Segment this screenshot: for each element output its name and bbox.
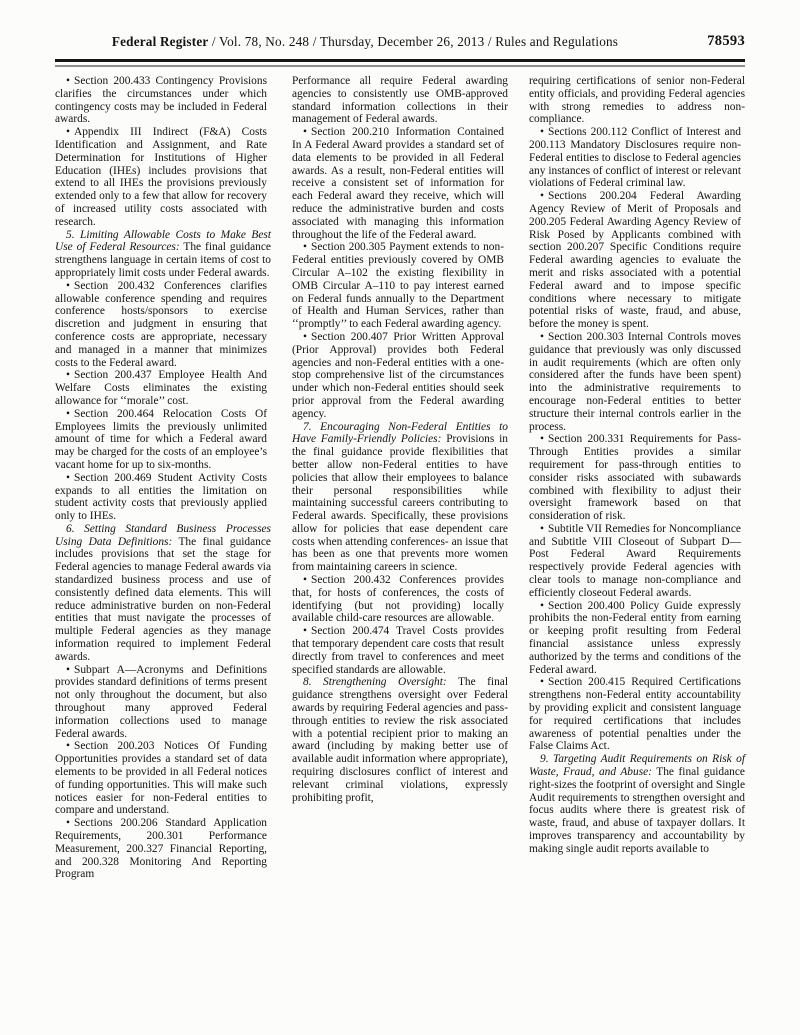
- paragraph: • Section 200.464 Relocation Costs Of Employees limits the previously unlimited amount of time for which a Federal award may be charged for the costs of an employee’s vacant home for up to six-months.: [55, 407, 267, 471]
- page-number: 78593: [707, 33, 745, 49]
- paragraph: requiring certifications of senior non-Federal entity officials, and providing Federal agencies with strong remedies to address non-compliance.: [529, 75, 745, 126]
- bullet-marker: •: [66, 279, 70, 292]
- bullet-marker: •: [540, 676, 544, 689]
- paragraph: • Section 200.305 Payment extends to non-Federal entities previously covered by OMB Circular A–102 the existing flexibility in OMB Circular A–110 to pay interest earned on Federal funds annually to the Department of Health and Human Services, rather than ‘‘promptly’’ to each Federal awarding agency.: [292, 241, 504, 331]
- italic-section-heading: 9. Targeting Audit Requirements on Risk of Waste, Fraud, and Abuse:: [529, 753, 745, 779]
- bullet-marker: •: [540, 190, 544, 203]
- paragraph: • Section 200.437 Employee Health And Welfare Costs eliminates the existing allowance for ‘‘morale’’ cost.: [55, 369, 267, 407]
- text-column-1: [55, 75, 271, 881]
- paragraph: • Section 200.210 Information Contained In A Federal Award provides a standard set of data elements to be provided in all Federal awards. As a result, non-Federal entities will receive a consistent set of information for each Federal award they receive, which will reduce the administrative burden and costs associated with managing this information throughout the life of the Federal award.: [292, 126, 504, 241]
- bullet-marker: •: [303, 126, 307, 139]
- journal-title: Federal Register: [111, 34, 209, 49]
- bullet-marker: •: [66, 407, 70, 420]
- paragraph: 8. Strengthening Oversight: The final guidance strengthens oversight over Federal awards by requiring Federal agencies and pass-through entities to review the risk associated with a potential recipient prior to making an award (including by making better use of available audit information where appropriate), requiring disclosures conflict of interest and relevant criminal violations, expressly prohibiting profit,: [292, 676, 509, 804]
- paragraph: • Section 200.331 Requirements for Pass-Through Entities provides a similar requirement for pass-through entities to consider risks associated with subawards combined with flexibility to adjust their oversight framework based on that consideration of risk.: [529, 433, 741, 523]
- bullet-marker: •: [303, 574, 307, 587]
- paragraph: • Section 200.433 Contingency Provisions clarifies the circumstances under which contingency costs may be included in Federal awards.: [55, 75, 267, 126]
- bullet-marker: •: [540, 126, 544, 139]
- bullet-marker: •: [303, 330, 307, 343]
- paragraph: • Subtitle VII Remedies for Noncompliance and Subtitle VIII Closeout of Subpart D—Post Federal Award Requirements respectively provide Federal agencies with clear tools to manage non-compliance and efficiently closeout Federal awards.: [529, 522, 741, 599]
- bullet-marker: •: [66, 126, 70, 139]
- bullet-marker: •: [66, 740, 70, 753]
- paragraph: 6. Setting Standard Business Processes Using Data Definitions: The final guidance includes provisions that set the stage for Federal agencies to manage Federal awards via standardized business process and use of consistently defined data elements. This will reduce administrative burden on non-Federal entities that must navigate the processes of multiple Federal agencies as they manage information required to implement Federal awards.: [55, 522, 271, 663]
- paragraph: • Section 200.203 Notices Of Funding Opportunities provides a standard set of data elements to be provided in all Federal notices of funding opportunities. This will make such notices easier for non-Federal entities to compare and understand.: [55, 740, 267, 817]
- paragraph: • Section 200.469 Student Activity Costs expands to all entities the limitation on student activity costs that previously applied only to IHEs.: [55, 471, 267, 523]
- header-center: [55, 34, 675, 50]
- paragraph: Performance all require Federal awarding agencies to consistently use OMB-approved standard information collections in their management of Federal awards.: [292, 75, 508, 126]
- bullet-marker: •: [540, 330, 544, 343]
- issue-info: / Vol. 78, No. 248 / Thursday, December 26, 2013 / Rules and Regulations: [208, 34, 619, 49]
- paragraph: 5. Limiting Allowable Costs to Make Best Use of Federal Resources: The final guidance strengthens language in certain items of cost to appropriately limit costs under Federal awards.: [55, 228, 271, 279]
- paragraph: • Section 200.415 Required Certifications strengthens non-Federal entity accountability by providing explicit and consistent language for required certifications that includes awareness of potential penalties under the False Claims Act.: [529, 676, 741, 753]
- paragraph: • Section 200.474 Travel Costs provides that temporary dependent care costs that result directly from travel to conferences and meet specified standards are allowable.: [292, 625, 504, 676]
- bullet-marker: •: [66, 75, 70, 87]
- paragraph: • Section 200.400 Policy Guide expressly prohibits the non-Federal entity from earning or keeping profit resulting from Federal financial assistance unless expressly authorized by the terms and conditions of the Federal award.: [529, 599, 741, 676]
- paragraph: • Sections 200.206 Standard Application Requirements, 200.301 Performance Measurement, 200.327 Financial Reporting, and 200.328 Monitoring And Reporting Program: [55, 817, 267, 881]
- bullet-marker: •: [540, 599, 544, 612]
- bullet-marker: •: [540, 433, 544, 446]
- paragraph: • Section 200.432 Conferences clarifies allowable conference spending and requires conference hosts/sponsors to exercise discretion and judgment in ensuring that conference costs are appropriate, necessary and managed in a manner that minimizes costs to the Federal award.: [55, 279, 267, 369]
- bullet-marker: •: [540, 522, 544, 535]
- paragraph: • Section 200.432 Conferences provides that, for hosts of conferences, the costs of identifying (but not providing) locally available child-care resources are allowable.: [292, 574, 504, 625]
- italic-section-heading: 5. Limiting Allowable Costs to Make Best Use of Federal Resources:: [55, 228, 271, 254]
- bullet-marker: •: [303, 241, 307, 254]
- paragraph: 9. Targeting Audit Requirements on Risk of Waste, Fraud, and Abuse: The final guidance right-sizes the footprint of oversight and Single Audit requirements to strengthen oversight and focus audits where there is greatest risk of waste, fraud, and abuse of taxpayer dollars. It improves transparency and accountability by making single audit reports available to: [529, 753, 745, 855]
- text-column-2: [292, 75, 508, 881]
- paragraph: • Subpart A—Acronyms and Definitions provides standard definitions of terms present not only throughout the document, but also throughout many approved Federal information collections used to manage Federal awards.: [55, 663, 267, 740]
- bullet-marker: •: [66, 471, 70, 484]
- paragraph: • Section 200.303 Internal Controls moves guidance that previously was only discussed in audit requirements (which are often only considered after the funds have been spent) into the administrative requirements to encourage non-Federal entities to better structure their internal controls earlier in the process.: [529, 330, 741, 433]
- paragraph: 7. Encouraging Non-Federal Entities to Have Family-Friendly Policies: Provisions in the final guidance provide flexibilities that better allow non-Federal entities to have policies that allow their employees to balance their personal responsibilities while maintaining successful careers contributing to Federal awards. Specifically, these provisions allow for policies that ease dependent care costs when attending conferences- an issue that has been as one that prevents more women from maintaining careers in science.: [292, 420, 508, 574]
- paragraph: • Appendix III Indirect (F&A) Costs Identification and Assignment, and Rate Determination for Institutions of Higher Education (IHEs) includes provisions that extend to all IHEs the provisions previously extended only to a few that allow for recovery of increased utility costs associated with research.: [55, 126, 267, 228]
- italic-section-heading: 6. Setting Standard Business Processes Using Data Definitions:: [55, 522, 271, 548]
- text-columns: [55, 75, 745, 881]
- paragraph: • Section 200.407 Prior Written Approval (Prior Approval) provides both Federal agencies and non-Federal entities with a one-stop comprehensive list of the circumstances under which non-Federal entities should seek prior approval from the Federal awarding agency.: [292, 330, 504, 420]
- page-header: [55, 34, 745, 58]
- header-line: [55, 34, 745, 54]
- header-rule-thick: [55, 59, 745, 62]
- paragraph: • Sections 200.112 Conflict of Interest and 200.113 Mandatory Disclosures require non-Federal entities to disclose to Federal agencies any instances of conflict of interest or relevant violations of Federal criminal law.: [529, 126, 741, 190]
- bullet-marker: •: [66, 369, 70, 382]
- header-rule-thin: [55, 65, 745, 67]
- italic-section-heading: 7. Encouraging Non-Federal Entities to Have Family-Friendly Policies:: [292, 420, 508, 446]
- bullet-marker: •: [303, 625, 307, 638]
- paragraph: • Sections 200.204 Federal Awarding Agency Review of Merit of Proposals and 200.205 Federal Awarding Agency Review of Risk Posed by Applicants combined with section 200.207 Specific Conditions require Federal awarding agencies to evaluate the merit and risks associated with a potential Federal award and to impose specific conditions where necessary to mitigate potential risks of waste, fraud, and abuse, before the money is spent.: [529, 190, 741, 331]
- bullet-marker: •: [66, 817, 70, 830]
- italic-section-heading: 8. Strengthening Oversight:: [303, 676, 447, 689]
- text-column-3: [529, 75, 745, 881]
- bullet-marker: •: [66, 663, 70, 676]
